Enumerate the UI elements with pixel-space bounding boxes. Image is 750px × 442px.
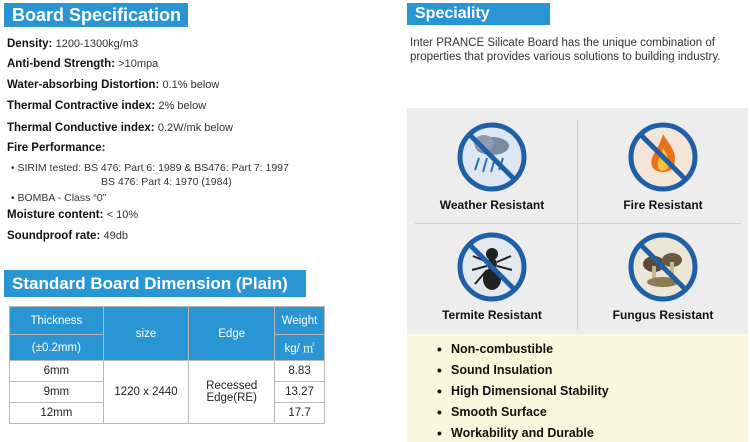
edge-line-1: Recessed [206,380,258,392]
spec-label: Moisture content: [7,209,104,221]
list-item: • High Dimensional Stability [437,381,609,402]
spec-label: Thermal Contractive index: [7,100,156,112]
spec-label: Fire Performance: [7,142,106,154]
spec-fire-performance [7,142,105,154]
sirim-line-2: BS 476: Part 4: 1970 (1984) [101,176,232,188]
cell-thickness: 6mm [10,361,104,382]
spec-value: 2% below [158,100,207,112]
feature-termite [407,232,577,322]
spec-value: >10mpa [118,58,159,70]
spec-density [7,38,138,50]
spec-moisture [7,209,138,221]
spec-anti-bend [7,58,158,70]
feature-label: Fungus Resistant [612,308,714,322]
edge-line-2: Edge(RE) [206,392,257,404]
spec-water-absorbing [7,79,219,91]
feature-label: Termite Resistant [442,308,542,322]
fungus-icon [628,232,698,302]
spec-value: 0.2W/mk below [157,122,234,134]
feature-fire [578,122,748,212]
dimension-table [9,306,325,424]
spec-thermal-contractive [7,100,206,112]
cell-weight: 8.83 [275,361,325,382]
header-thickness: Thickness [10,307,104,335]
list-item: • Sound Insulation [437,360,609,381]
cell-size: 1220 x 2440 [103,361,189,424]
header-edge: Edge [189,307,275,361]
spec-value: 1200-1300kg/m3 [55,38,139,50]
cell-weight: 13.27 [275,382,325,403]
header-weight-unit: kg/ ㎡ [275,335,325,361]
feature-label: Fire Resistant [623,198,703,212]
speciality-intro: Inter PRANCE Silicate Board has the unique combination of properties that provides various solutions to building industry. [410,37,721,63]
spec-value: < 10% [106,209,139,221]
spec-label: Anti-bend Strength: [7,58,115,70]
sirim-line-1: BS 476: Part 6: 1989 & BS476: Part 7: 1997 [83,162,289,174]
board-dimension-heading: Standard Board Dimension (Plain) [4,270,306,297]
header-size: size [103,307,189,361]
termite-icon [457,232,527,302]
fire-icon [628,122,698,192]
feature-label: Weather Resistant [439,198,545,212]
feature-weather [407,122,577,212]
feature-fungus [578,232,748,322]
header-weight: Weight [275,307,325,335]
board-specification-heading: Board Specification [4,3,188,27]
list-item: • Smooth Surface [437,402,609,423]
spec-value: 0.1% below [162,79,220,91]
spec-label: Thermal Conductive index: [7,122,155,134]
spec-label: Water-absorbing Distortion: [7,79,160,91]
cell-weight: 17.7 [275,403,325,424]
list-item: • Non-combustible [437,339,609,360]
divider [415,223,741,224]
sirim-label: SIRIM tested: [17,162,82,174]
speciality-bullets [407,334,748,442]
weather-icon [457,122,527,192]
spec-thermal-conductive [7,122,233,134]
table-row [10,361,325,382]
spec-label: Density: [7,38,53,50]
cell-thickness: 9mm [10,382,104,403]
feature-panel [407,108,748,334]
header-tolerance: (±0.2mm) [10,335,104,361]
speciality-heading: Speciality [407,3,550,25]
spec-soundproof [7,230,128,242]
fire-sirim: • SIRIM tested: BS 476: Part 6: 1989 & BS476: Part 7: 1997 [11,162,289,174]
list-item: • Workability and Durable [437,423,609,442]
spec-value: 49db [103,230,128,242]
cell-thickness: 12mm [10,403,104,424]
spec-label: Soundproof rate: [7,230,101,242]
fire-bomba: • BOMBA - Class “0” [11,192,107,204]
bomba-text: BOMBA - Class “0” [17,192,107,204]
cell-edge [189,361,275,424]
